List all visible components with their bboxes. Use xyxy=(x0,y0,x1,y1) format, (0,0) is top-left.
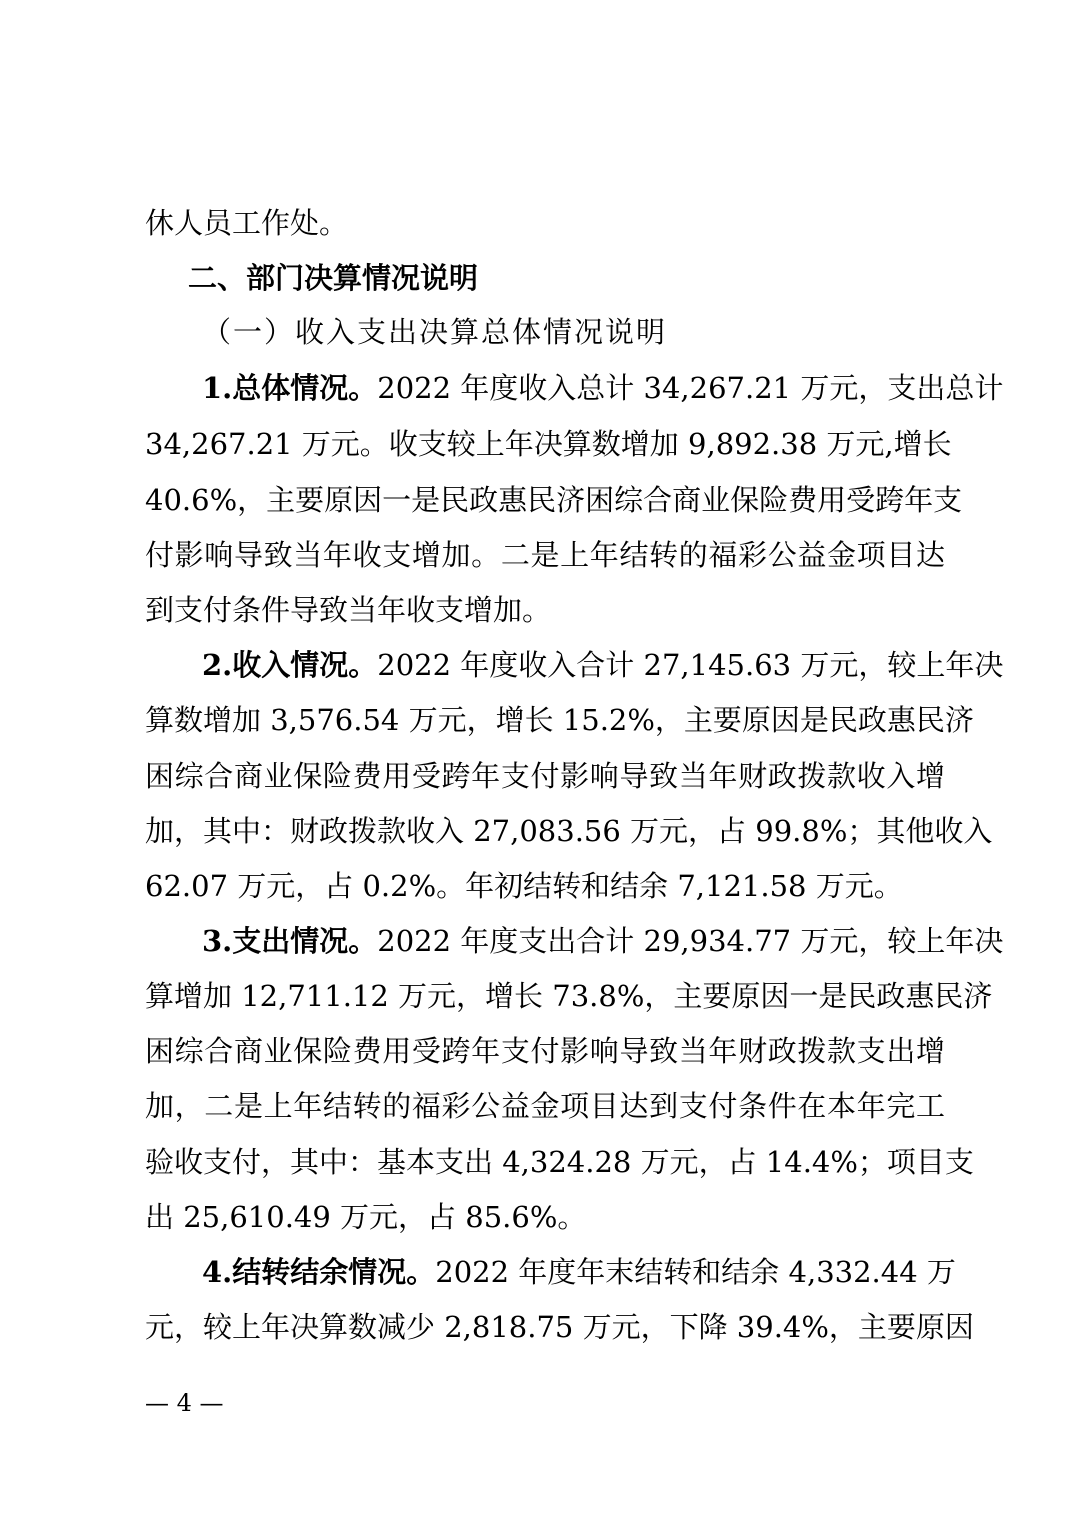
paragraph-2-line-5: 62.07 万元，占 0.2%。年初结转和结余 7,121.58 万元。 xyxy=(145,869,903,903)
paragraph-4-line-1: 4.结转结余情况。2022 年度年末结转和结余 4,332.44 万 xyxy=(202,1255,956,1289)
paragraph-1-lead: 1.总体情况。 xyxy=(202,371,378,405)
paragraph-3-line-1: 3.支出情况。2022 年度支出合计 29,934.77 万元，较上年决 xyxy=(202,924,1004,958)
paragraph-2-line-2: 算数增加 3,576.54 万元，增长 15.2%，主要原因是民政惠民济 xyxy=(145,703,974,737)
paragraph-2-lead: 2.收入情况。 xyxy=(202,648,378,682)
paragraph-1-line-1: 1.总体情况。2022 年度收入总计 34,267.21 万元，支出总计 xyxy=(202,371,1004,405)
paragraph-3-lead: 3.支出情况。 xyxy=(202,924,378,958)
page-number: — 4 — xyxy=(145,1389,224,1417)
paragraph-3-line-2: 算增加 12,711.12 万元，增长 73.8%，主要原因一是民政惠民济 xyxy=(145,979,993,1013)
paragraph-1-line-5: 到支付条件导致当年收支增加。 xyxy=(145,593,552,627)
section-heading: 二、部门决算情况说明 xyxy=(188,261,479,295)
continued-line: 休人员工作处。 xyxy=(145,206,349,240)
subsection-heading: （一）收入支出决算总体情况说明 xyxy=(202,315,668,349)
paragraph-2-line-3: 困综合商业保险费用受跨年支付影响导致当年财政拨款收入增 xyxy=(145,759,945,793)
paragraph-2-line-1: 2.收入情况。2022 年度收入合计 27,145.63 万元，较上年决 xyxy=(202,648,1004,682)
paragraph-4-lead: 4.结转结余情况。 xyxy=(202,1255,436,1289)
paragraph-1-line-4: 付影响导致当年收支增加。二是上年结转的福彩公益金项目达 xyxy=(145,538,945,572)
paragraph-2-line-4: 加，其中：财政拨款收入 27,083.56 万元，占 99.8%；其他收入 xyxy=(145,814,993,848)
paragraph-1-line-2: 34,267.21 万元。收支较上年决算数增加 9,892.38 万元,增长 xyxy=(145,427,952,461)
paragraph-4-line-2: 元，较上年决算数减少 2,818.75 万元，下降 39.4%，主要原因 xyxy=(145,1310,974,1344)
paragraph-3-line-4: 加，二是上年结转的福彩公益金项目达到支付条件在本年完工 xyxy=(145,1089,945,1123)
paragraph-3-line-3: 困综合商业保险费用受跨年支付影响导致当年财政拨款支出增 xyxy=(145,1034,945,1068)
paragraph-3-line-6: 出 25,610.49 万元，占 85.6%。 xyxy=(145,1200,587,1234)
paragraph-3-line-5: 验收支付，其中：基本支出 4,324.28 万元，占 14.4%；项目支 xyxy=(145,1145,974,1179)
paragraph-1-line-3: 40.6%，主要原因一是民政惠民济困综合商业保险费用受跨年支 xyxy=(145,483,963,517)
